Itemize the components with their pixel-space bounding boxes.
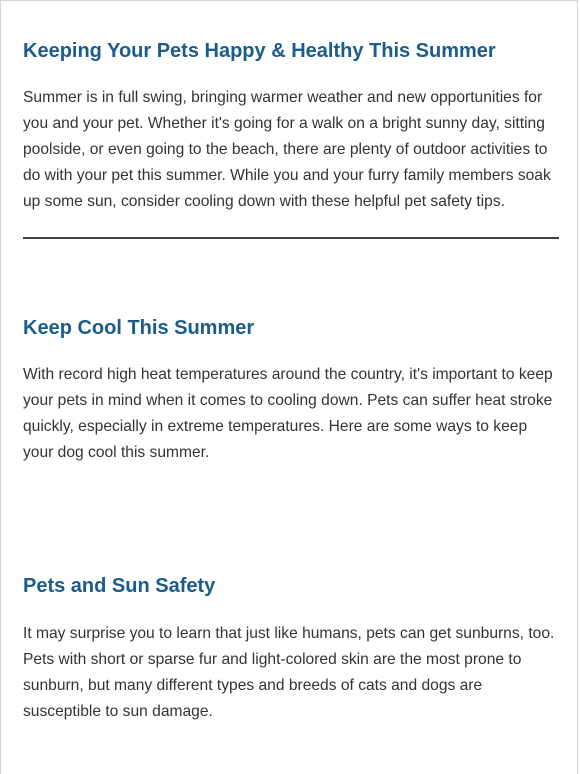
sun-safety-paragraph: It may surprise you to learn that just like humans, pets can get sunburns, too. Pets with short or sparse fur and light-colored skin are the most prone to sunburn, but many different types and breeds of cats and dogs are susceptible to sun damage. <box>23 625 555 720</box>
keep-cool-paragraph: With record high heat temperatures around the country, it's important to keep your pets in mind when it comes to cooling down. Pets can suffer heat stroke quickly, especially in extreme temperatures. Here are some ways to keep your dog cool this summer. <box>23 366 553 461</box>
keep-cool-heading: Keep Cool This Summer <box>23 317 255 339</box>
section-divider <box>23 237 559 239</box>
intro-paragraph: Summer is in full swing, bringing warmer weather and new opportunities for you and your pet. Whether it's going for a walk on a bright sunny day, sitting poolside, or even going to the beach, there are plenty of outdoor activities to do with your pet this summer. While you and your furry family members soak up some sun, consider cooling down with these helpful pet safety tips. <box>23 89 551 210</box>
sun-safety-heading: Pets and Sun Safety <box>23 575 216 597</box>
intro-heading: Keeping Your Pets Happy & Healthy This Summer <box>23 40 496 62</box>
